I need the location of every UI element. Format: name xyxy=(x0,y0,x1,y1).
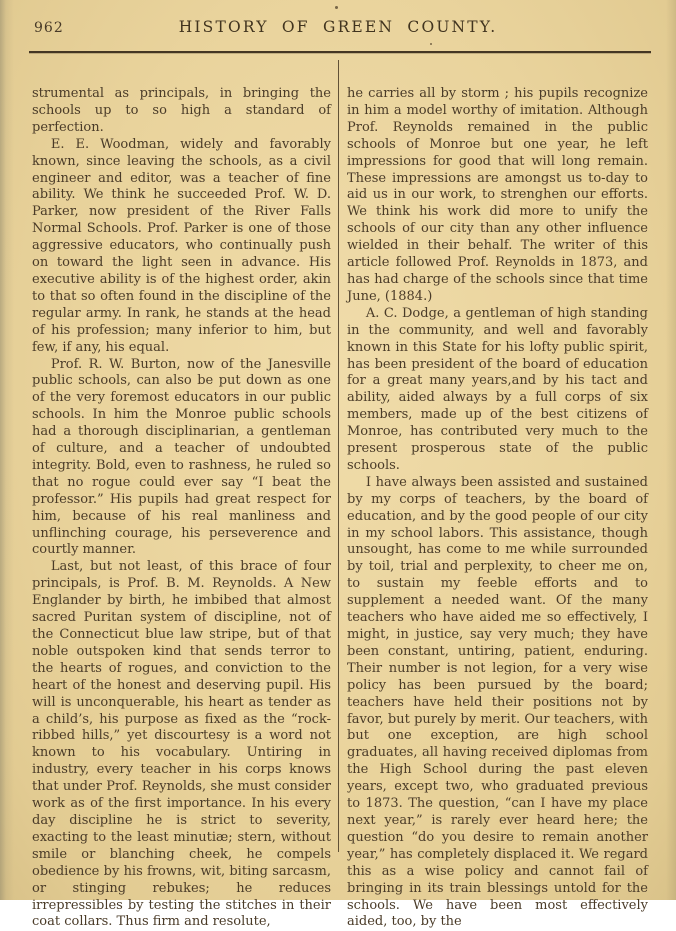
paragraph: strumental as principals, in bringing the schools up to so high a standard of perfection. xyxy=(32,86,331,135)
page-number: 962 xyxy=(34,20,64,36)
page-title: HISTORY OF GREEN COUNTY. xyxy=(178,18,498,36)
paragraph: I have always been assisted and sustained by my corps of teachers, by the board of education, and by the good people of our city in my school labors. This assistance, though unsought, has come to me while surrounded by toil, trial and perplexity, to cheer me on, to sustain my feeble efforts and to supplement a needed want. Of the many teachers who have aided me so effectively, I might, in justice, say very much; they have been constant, untiring, patient, enduring. Their number is not legion, for a very wise policy has been pursued by the board; teachers have held their positions not by favor, but purely by merit. Our teachers, with but one exception, are high school graduates, all having received diplomas from the High School during the past eleven years, except two, who graduated previous to 1873. The question, “can I have my place next year,” is rarely ever heard here; the question “do you desire to remain another year,” has completely displaced it. We regard this as a wise policy and cannot fail of bringing in its train blessings untold for the schools. We have been most effectively aided, too, by the xyxy=(347,474,648,930)
left-column xyxy=(32,86,331,931)
paragraph: Last, but not least, of this brace of four principals, is Prof. B. M. Reynolds. A New Englander by birth, he imbibed that almost sacred Puritan system of discipline, not of the Connecticut blue law stripe, but of that noble outspoken kind that sends terror to the hearts of rogues, and conviction to the heart of the honest and deserving pupil. His will is unconquerable, his heart as tender as a child’s, his purpose as fixed as the “rock-ribbed hills,” yet discourtesy is a word not known to his vocabulary. Untiring in industry, every teacher in his corps knows that under Prof. Reynolds, she must consider work as of the first importance. In his every day discipline he is strict to severity, exacting to the least minutiæ; stern, without smile or blanching cheek, he compels obedience by his frowns, wit, biting sarcasm, or stinging rebukes; he reduces irrepressibles by testing the stitches in their coat collars. Thus firm and resolute, xyxy=(32,559,331,930)
paragraph: he carries all by storm ; his pupils recognize in him a model worthy of imitation. Although Prof. Reynolds remained in the public schools of Monroe but one year, he left impressions for good that will long remain. These impressions are amongst us to-day to aid us in our work, to strenghen our efforts. We think his work did more to unify the schools of our city than any other influence wielded in their behalf. The writer of this article followed Prof. Reynolds in 1873, and has had charge of the schools since that time June, (1884.) xyxy=(347,86,648,304)
paragraph: E. E. Woodman, widely and favorably known, since leaving the schools, as a civil engineer and editor, was a teacher of fine ability. We think he succeeded Prof. W. D. Parker, now president of the River Falls Normal Schools. Prof. Parker is one of those aggressive educators, who continually push on toward the light seen in advance. His executive ability is of the highest order, akin to that so often found in the discipline of the regular army. In rank, he stands at the head of his profession; many inferior to him, but few, if any, his equal. xyxy=(32,136,331,355)
header-rule xyxy=(29,51,651,53)
column-divider xyxy=(338,60,339,852)
paragraph: Prof. R. W. Burton, now of the Janesville public schools, can also be put down as one of the very foremost educators in our public schools. In him the Monroe public schools had a thorough disciplinarian, a gentleman of culture, and a teacher of undoubted integrity. Bold, even to rashness, he ruled so that no rogue could ever say “I beat the professor.” His pupils had great respect for him, because of his real manliness and unflinching courage, his perseverence and courtly manner. xyxy=(32,356,331,558)
scan-speck xyxy=(430,43,432,45)
scan-speck xyxy=(335,6,338,9)
paragraph: A. C. Dodge, a gentleman of high standing in the community, and well and favorably known in this State for his lofty public spirit, has been president of the board of education for a great many years,and by his tact and ability, aided always by a full corps of six members, made up of the best citizens of Monroe, has contributed very much to the present prosperous state of the public schools. xyxy=(347,305,648,473)
right-column xyxy=(347,86,648,931)
